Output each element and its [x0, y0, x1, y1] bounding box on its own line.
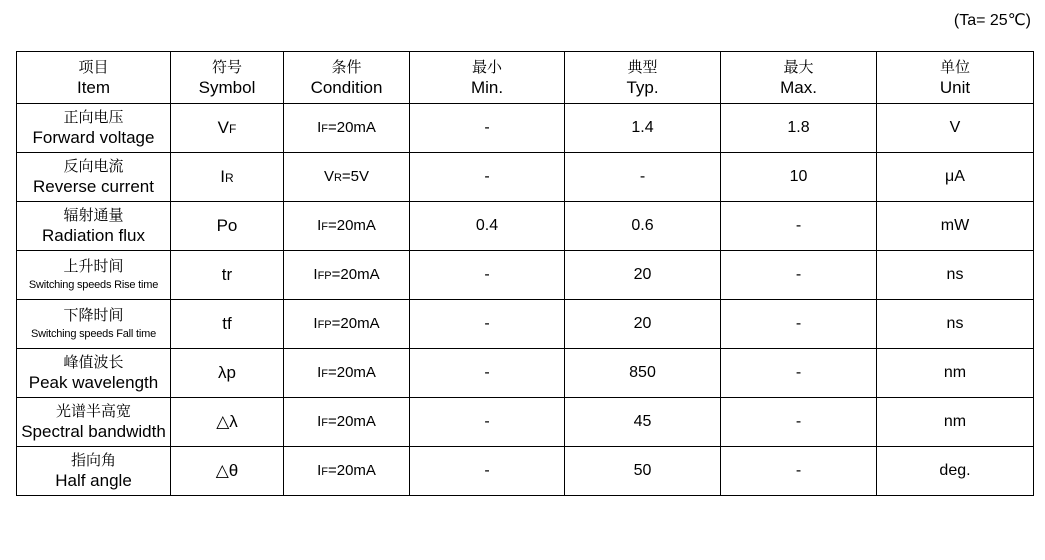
condition-value: =20mA — [327, 413, 376, 430]
min-cell: - — [410, 153, 565, 202]
typ-cell: 20 — [565, 251, 721, 300]
header-item: 项目 Item — [17, 52, 171, 104]
table-row — [17, 251, 1034, 300]
symbol-cell — [171, 398, 284, 447]
condition-subscript: F — [321, 417, 328, 429]
symbol: △λ — [216, 412, 238, 431]
item-cell — [17, 153, 171, 202]
item-name-cn: 辐射通量 — [63, 206, 124, 224]
header-unit: 单位 Unit — [877, 52, 1034, 104]
condition-param: I — [313, 315, 318, 332]
item-cell — [17, 300, 171, 349]
condition-cell — [284, 398, 410, 447]
electro-optical-characteristics-table — [16, 51, 1034, 496]
header-max: 最大 Max. — [721, 52, 877, 104]
symbol: V — [217, 118, 229, 137]
typ-cell: 0.6 — [565, 202, 721, 251]
max-cell: - — [721, 300, 877, 349]
item-name-cn: 下降时间 — [63, 306, 124, 324]
min-cell: - — [410, 104, 565, 153]
item-cell — [17, 398, 171, 447]
typ-cell: - — [565, 153, 721, 202]
typ-cell: 45 — [565, 398, 721, 447]
condition-cell — [284, 300, 410, 349]
unit-cell: nm — [877, 349, 1034, 398]
item-name-cn: 正向电压 — [63, 108, 124, 126]
header-row — [17, 52, 1034, 104]
condition-subscript: FP — [317, 319, 332, 331]
table-row — [17, 349, 1034, 398]
condition-cell — [284, 153, 410, 202]
symbol-subscript: F — [229, 122, 237, 136]
min-cell: 0.4 — [410, 202, 565, 251]
table-row — [17, 153, 1034, 202]
symbol: λp — [218, 363, 236, 382]
min-cell: - — [410, 300, 565, 349]
item-name-en: Half angle — [55, 471, 132, 490]
condition-subscript: F — [321, 123, 328, 135]
condition-param: I — [317, 364, 322, 381]
symbol-cell — [171, 104, 284, 153]
unit-cell: V — [877, 104, 1034, 153]
item-name-en: Reverse current — [33, 177, 154, 196]
condition-param: I — [317, 413, 322, 430]
item-cell — [17, 251, 171, 300]
item-cell — [17, 104, 171, 153]
max-cell: - — [721, 447, 877, 496]
item-cell — [17, 202, 171, 251]
table-row — [17, 398, 1034, 447]
symbol-cell — [171, 349, 284, 398]
max-cell: 1.8 — [721, 104, 877, 153]
condition-cell — [284, 349, 410, 398]
item-name-cn: 上升时间 — [63, 257, 124, 275]
condition-param: I — [313, 266, 318, 283]
min-cell: - — [410, 447, 565, 496]
header-symbol: 符号 Symbol — [171, 52, 284, 104]
item-cell — [17, 447, 171, 496]
item-cell — [17, 349, 171, 398]
condition-subscript: F — [321, 466, 328, 478]
unit-cell: mW — [877, 202, 1034, 251]
unit-cell: nm — [877, 398, 1034, 447]
condition-value: =20mA — [327, 364, 376, 381]
item-name-en: Forward voltage — [32, 128, 155, 147]
condition-cell — [284, 202, 410, 251]
condition-value: =20mA — [327, 462, 376, 479]
item-name-cn: 光谱半高宽 — [55, 402, 131, 420]
condition-subscript: F — [321, 368, 328, 380]
symbol-cell — [171, 202, 284, 251]
condition-cell — [284, 104, 410, 153]
symbol: tr — [221, 265, 233, 284]
unit-cell: ns — [877, 251, 1034, 300]
item-name-en: Switching speeds Rise time — [28, 279, 159, 291]
item-name-en: Radiation flux — [41, 226, 145, 245]
min-cell: - — [410, 251, 565, 300]
item-name-cn: 峰值波长 — [63, 353, 124, 371]
unit-cell: deg. — [877, 447, 1034, 496]
typ-cell: 850 — [565, 349, 721, 398]
min-cell: - — [410, 398, 565, 447]
header-typ: 典型 Typ. — [565, 52, 721, 104]
min-cell: - — [410, 349, 565, 398]
symbol: tf — [222, 314, 232, 333]
symbol: △θ — [215, 461, 239, 480]
table-row — [17, 300, 1034, 349]
typ-cell: 50 — [565, 447, 721, 496]
unit-cell: ns — [877, 300, 1034, 349]
header-condition: 条件 Condition — [284, 52, 410, 104]
table-row — [17, 447, 1034, 496]
table-row — [17, 104, 1034, 153]
condition-value: =5V — [341, 168, 370, 185]
condition-cell — [284, 447, 410, 496]
condition-value: =20mA — [331, 315, 380, 332]
condition-value: =20mA — [327, 217, 376, 234]
item-name-en: Spectral bandwidth — [21, 422, 166, 441]
max-cell: - — [721, 251, 877, 300]
condition-subscript: FP — [317, 270, 332, 282]
condition-param: V — [323, 168, 334, 185]
max-cell: 10 — [721, 153, 877, 202]
item-name-cn: 反向电流 — [63, 157, 124, 175]
typ-cell: 20 — [565, 300, 721, 349]
symbol-cell — [171, 300, 284, 349]
header-min: 最小 Min. — [410, 52, 565, 104]
symbol-cell — [171, 251, 284, 300]
condition-value: =20mA — [331, 266, 380, 283]
max-cell: - — [721, 349, 877, 398]
max-cell: - — [721, 202, 877, 251]
condition-subscript: F — [321, 221, 328, 233]
max-cell: - — [721, 398, 877, 447]
symbol-subscript: R — [225, 171, 234, 185]
condition-subscript: R — [333, 172, 342, 184]
item-name-en: Switching speeds Fall time — [30, 328, 157, 340]
condition-param: I — [317, 119, 322, 136]
condition-cell — [284, 251, 410, 300]
item-name-en: Peak wavelength — [28, 373, 159, 392]
ambient-temperature-note: (Ta= 25℃) — [953, 12, 1031, 29]
table-row — [17, 202, 1034, 251]
condition-param: I — [317, 462, 322, 479]
item-name-cn: 指向角 — [70, 451, 116, 469]
unit-cell: μA — [877, 153, 1034, 202]
condition-value: =20mA — [327, 119, 376, 136]
symbol-cell — [171, 153, 284, 202]
symbol: Po — [216, 216, 238, 235]
condition-param: I — [317, 217, 322, 234]
typ-cell: 1.4 — [565, 104, 721, 153]
symbol-cell — [171, 447, 284, 496]
symbol: I — [220, 167, 226, 186]
